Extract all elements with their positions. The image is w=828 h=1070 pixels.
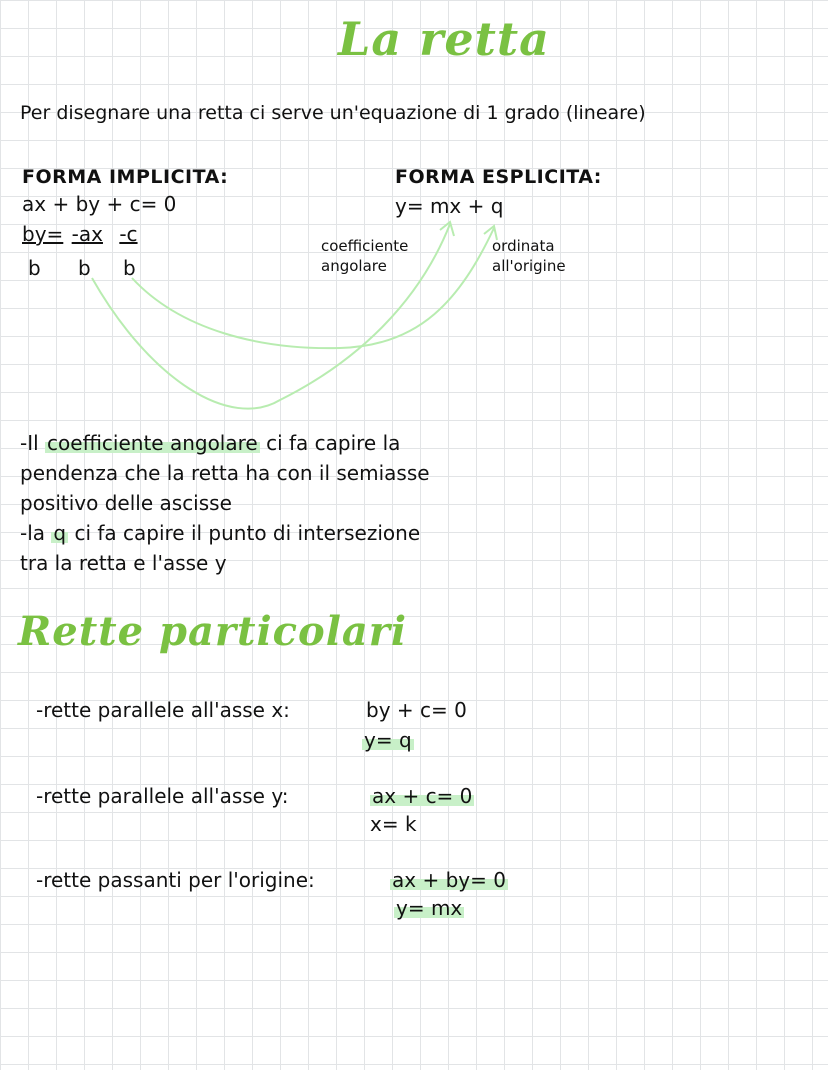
explicit-equation: y= mx + q (395, 194, 504, 218)
notes-l4-b: ci fa capire il punto di intersezione (68, 521, 421, 545)
notes-l1-a: -Il (20, 431, 46, 455)
intro-text: Per disegnare una retta ci serve un'equazione di 1 grado (lineare) (20, 102, 646, 124)
label-q-line2: all'origine (492, 257, 566, 275)
item-eq1-origin (390, 868, 508, 892)
implicit-term-ax: -ax (71, 222, 103, 246)
denominator-3: b (123, 256, 136, 280)
notes-line-2: pendenza che la retta ha con il semiasse (20, 461, 430, 485)
implicit-term-c: -c (119, 222, 138, 246)
notes-line-1 (20, 428, 430, 458)
item-eq2-x-text: y= q (364, 728, 412, 752)
item-label-y: -rette parallele all'asse y: (36, 784, 289, 808)
label-q-line1: ordinata (492, 237, 555, 255)
implicit-lhs: by= (22, 222, 64, 246)
section-title: Rette particolari (18, 608, 408, 655)
notes-line-4 (20, 518, 430, 548)
item-eq1-x: by + c= 0 (366, 698, 467, 722)
item-label-x: -rette parallele all'asse x: (36, 698, 290, 722)
item-eq1-origin-text: ax + by= 0 (392, 868, 506, 892)
item-eq2-origin (394, 896, 464, 920)
item-eq2-y: x= k (370, 812, 417, 836)
notes-l4-a: -la (20, 521, 52, 545)
highlight-q: q (53, 521, 67, 545)
explicit-heading: FORMA ESPLICITA: (395, 166, 602, 188)
implicit-heading: FORMA IMPLICITA: (22, 166, 229, 188)
highlight-coefficiente-angolare: coefficiente angolare (47, 431, 258, 455)
page-title: La retta (338, 12, 550, 66)
item-label-origin: -rette passanti per l'origine: (36, 868, 315, 892)
implicit-equation: ax + by + c= 0 (22, 192, 177, 216)
item-eq1-y-text: ax + c= 0 (372, 784, 473, 808)
arrow-to-m (92, 224, 450, 409)
notes-line-5: tra la retta e l'asse y (20, 551, 227, 575)
label-m-line1: coefficiente (321, 237, 409, 255)
denominator-1: b (28, 256, 41, 280)
item-eq1-y (370, 784, 474, 808)
label-m-line2: angolare (321, 257, 387, 275)
notes-l1-b: ci fa capire la (259, 431, 401, 455)
notes-line-3: positivo delle ascisse (20, 491, 232, 515)
item-eq2-x (362, 728, 414, 752)
item-eq2-origin-text: y= mx (396, 896, 463, 920)
notes-paragraph (20, 428, 430, 578)
denominator-2: b (78, 256, 91, 280)
